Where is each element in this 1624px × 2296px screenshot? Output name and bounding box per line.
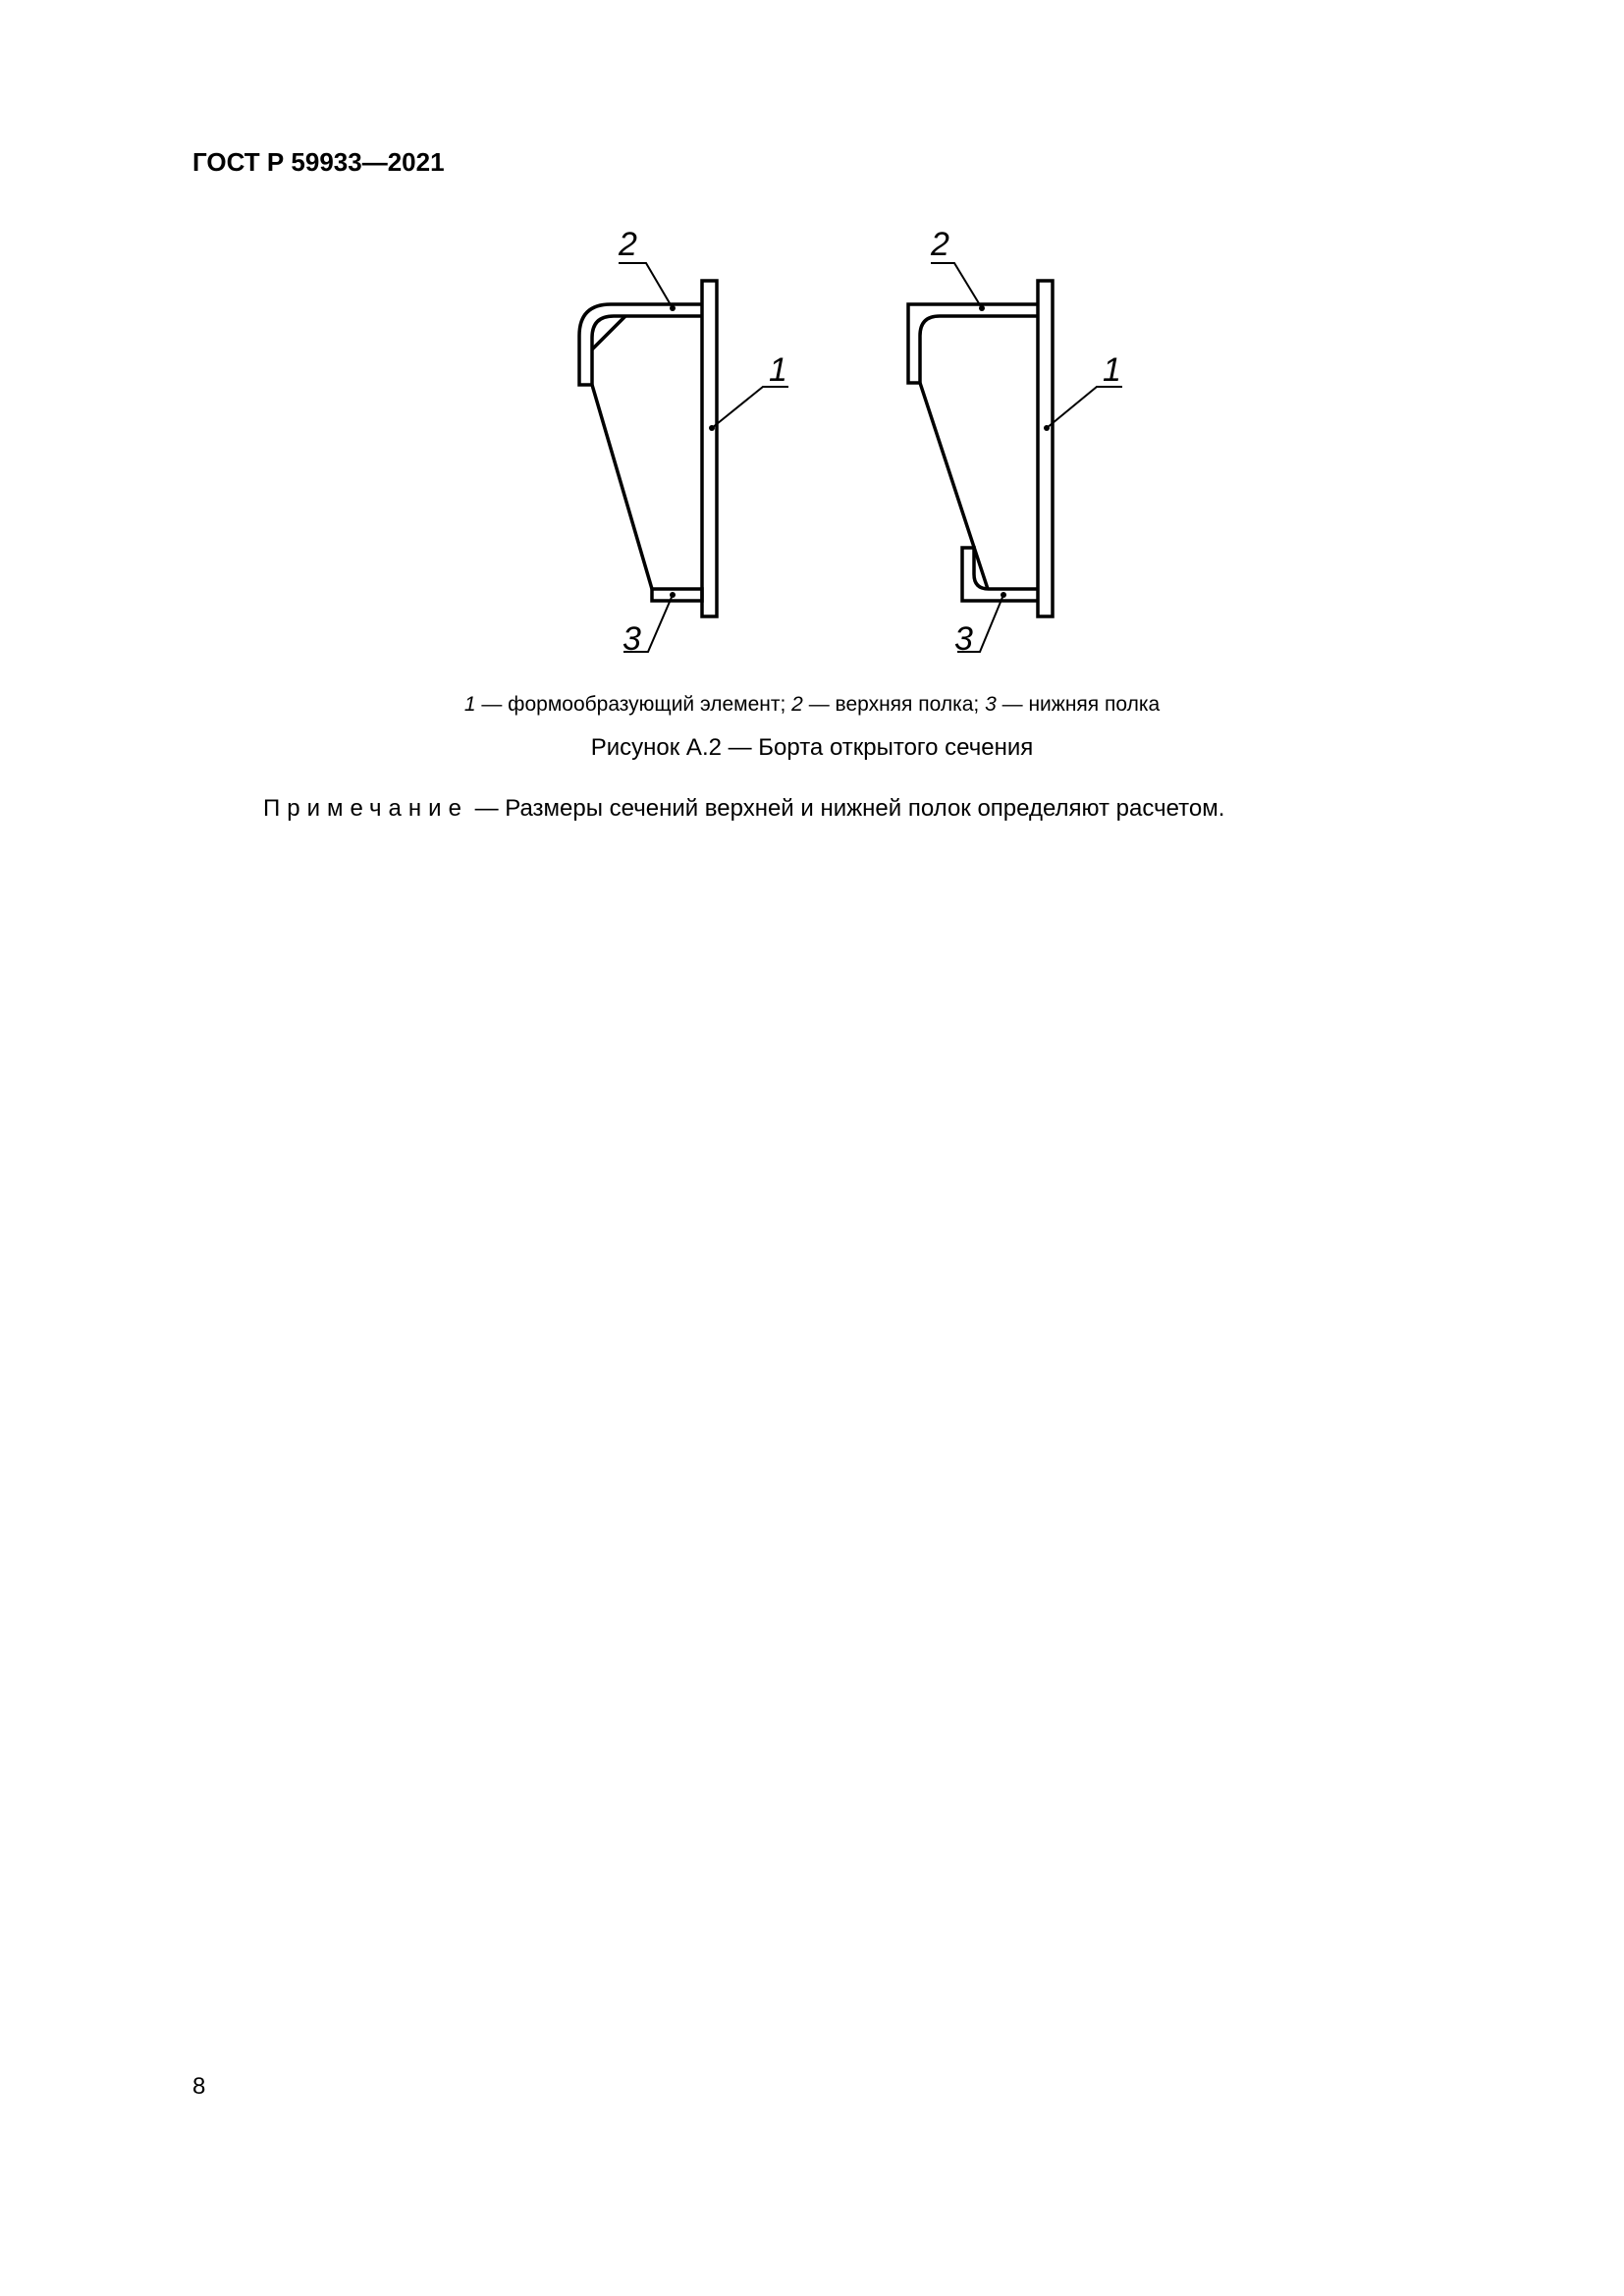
right-forming-element bbox=[1038, 281, 1053, 616]
right-leader-1 bbox=[1047, 387, 1122, 428]
legend-text-1: — формообразующий элемент; bbox=[475, 693, 792, 716]
left-forming-element bbox=[702, 281, 717, 616]
left-open-section bbox=[579, 281, 717, 616]
legend-number-2: 2 bbox=[791, 693, 803, 716]
left-label-3: 3 bbox=[623, 620, 641, 658]
page-number: 8 bbox=[192, 2073, 206, 2100]
right-label-2: 2 bbox=[931, 226, 949, 263]
left-web-slope bbox=[592, 385, 652, 589]
note-paragraph bbox=[263, 795, 1224, 823]
right-leader-2 bbox=[931, 263, 982, 308]
right-lower-flange bbox=[962, 548, 1038, 601]
note-heading: Примечание bbox=[263, 795, 468, 822]
right-web-slope bbox=[920, 383, 988, 589]
left-label-2: 2 bbox=[619, 226, 637, 263]
left-label-1: 1 bbox=[769, 351, 787, 389]
note-text: — Размеры сечений верхней и нижней полок определяют расчетом. bbox=[467, 795, 1225, 822]
document-header: ГОСТ Р 59933—2021 bbox=[192, 147, 445, 177]
legend-number-1: 1 bbox=[463, 693, 476, 716]
figure-legend bbox=[0, 693, 1624, 717]
left-leader-1 bbox=[712, 387, 788, 428]
right-upper-flange bbox=[908, 304, 1038, 383]
legend-number-3: 3 bbox=[985, 693, 997, 716]
figure-a2-drawing bbox=[0, 0, 1624, 687]
right-label-3: 3 bbox=[954, 620, 973, 658]
left-leader-2 bbox=[619, 263, 673, 308]
figure-caption: Рисунок А.2 — Борта открытого сечения bbox=[590, 734, 1034, 761]
right-label-1: 1 bbox=[1103, 351, 1121, 389]
legend-text-2: — верхняя полка; bbox=[802, 693, 986, 716]
left-lower-flange bbox=[652, 589, 702, 601]
right-open-section bbox=[908, 281, 1053, 616]
legend-text-3: — нижняя полка bbox=[996, 693, 1161, 716]
